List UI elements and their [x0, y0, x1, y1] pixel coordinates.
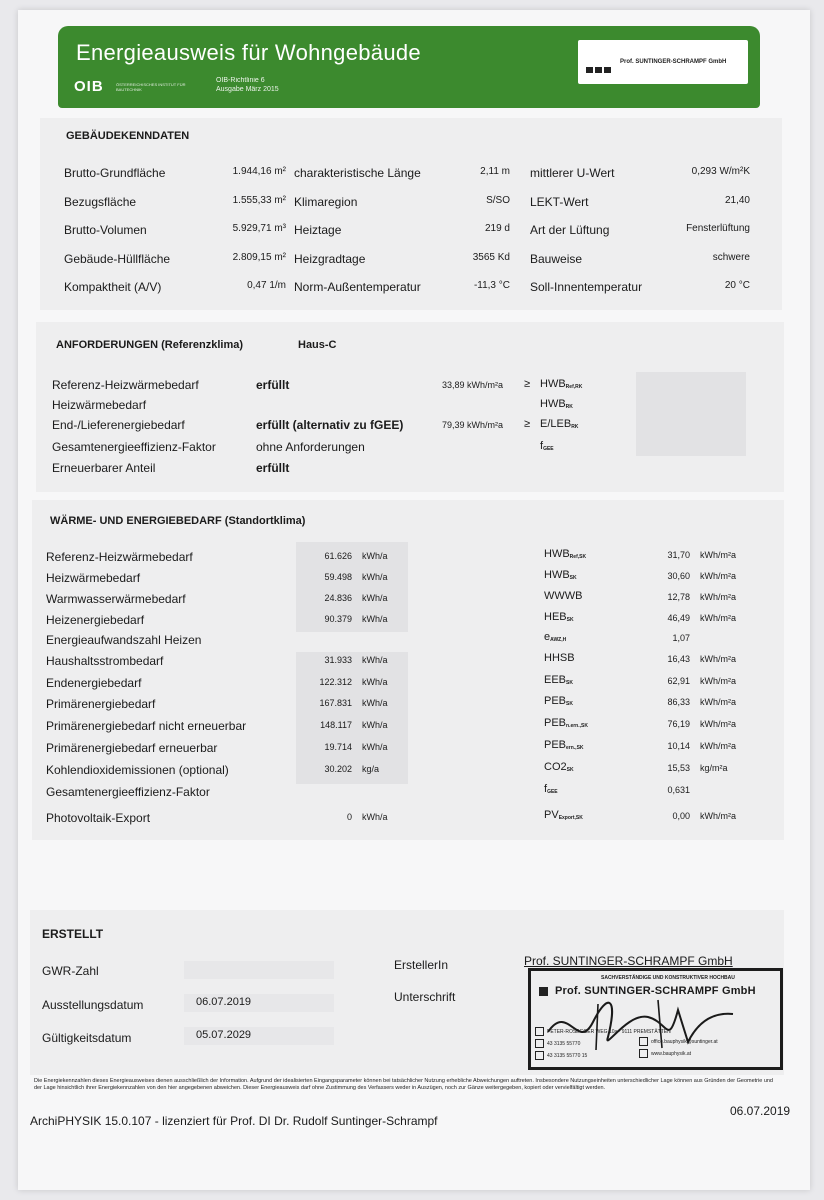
- energy-label: Photovoltaik-Export: [46, 811, 151, 825]
- building-data-label: Brutto-Grundfläche: [64, 166, 166, 180]
- energy-abs-value: 30.202: [324, 764, 352, 774]
- building-data-label: Heizgradtage: [294, 252, 366, 266]
- energy-abs-value: 90.379: [324, 614, 352, 624]
- requirement-symbol: [540, 440, 554, 452]
- building-data-label: Klimaregion: [294, 195, 358, 209]
- energy-symbol-main: HEB: [544, 611, 567, 623]
- energy-symbol-sub: Ref,SK: [569, 554, 587, 560]
- energy-label: Endenergiebedarf: [46, 676, 142, 690]
- building-data-value: 2.809,15 m²: [232, 252, 286, 263]
- energy-symbol-main: PEB: [544, 695, 567, 707]
- requirement-symbol-main: f: [540, 440, 544, 452]
- requirement-compare: ≥: [524, 378, 531, 390]
- energy-abs-unit: kWh/a: [362, 655, 388, 665]
- energy-abs-value: 24.836: [324, 593, 352, 603]
- energy-demand-title: WÄRME- UND ENERGIEBEDARF (Standortklima): [50, 515, 306, 527]
- building-data-value: 0,293 W/m²K: [691, 166, 750, 177]
- creator-label: ErstellerIn: [394, 958, 449, 972]
- energy-value: 30,60: [667, 571, 690, 581]
- energy-abs-value: 167.831: [319, 698, 352, 708]
- energy-label: Referenz-Heizwärmebedarf: [46, 550, 193, 564]
- energy-unit: kWh/m²a: [700, 811, 736, 821]
- building-data-label: Norm-Außentemperatur: [294, 280, 421, 294]
- building-data-label: mittlerer U-Wert: [530, 166, 615, 180]
- energy-symbol: [544, 674, 573, 686]
- energy-value: 1,07: [672, 633, 690, 643]
- energy-symbol: [544, 739, 584, 751]
- energy-symbol: [544, 590, 582, 602]
- building-data-value: 2,11 m: [480, 166, 510, 177]
- energy-symbol-main: CO2: [544, 761, 567, 773]
- valid-date-label: Gültigkeitsdatum: [42, 1031, 132, 1045]
- energy-abs-unit: kWh/a: [362, 698, 388, 708]
- energy-symbol-sub: ern.,SK: [566, 745, 584, 751]
- stamp-web: www.bauphysik.at: [651, 1051, 692, 1057]
- requirement-symbol: [540, 418, 578, 430]
- building-data-label: Bauweise: [530, 252, 583, 266]
- energy-symbol-main: HHSB: [544, 652, 575, 664]
- energy-symbol-main: WWWB: [544, 590, 583, 602]
- energy-symbol-sub: SK: [566, 680, 573, 686]
- requirement-symbol: [540, 398, 573, 410]
- energy-abs-value: 122.312: [319, 677, 352, 687]
- requirement-limit: 79,39 kWh/m²a: [442, 420, 504, 430]
- building-data-label: Soll-Innentemperatur: [530, 280, 643, 294]
- building-data-label: charakteristische Länge: [294, 166, 421, 180]
- energy-abs-unit: kWh/a: [362, 614, 388, 624]
- certificate-title: Energieausweis für Wohngebäude: [76, 40, 421, 65]
- signature-label: Unterschrift: [394, 990, 456, 1004]
- energy-abs-value: 59.498: [324, 572, 352, 582]
- building-data-label: Brutto-Volumen: [64, 223, 147, 237]
- energy-symbol-main: HWB: [544, 548, 570, 560]
- energy-symbol-sub: GEE: [547, 789, 558, 795]
- building-data-value: 3565 Kd: [472, 252, 510, 263]
- energy-value: 12,78: [667, 592, 690, 602]
- requirement-symbol: [540, 378, 582, 390]
- energy-value: 62,91: [667, 676, 690, 686]
- stamp-fax: 43 3135 55770 15: [547, 1053, 588, 1059]
- brand-name: Prof. SUNTINGER-SCHRAMPF GmbH: [620, 59, 727, 65]
- footer-date: 06.07.2019: [730, 1104, 791, 1118]
- requirement-label: Erneuerbarer Anteil: [52, 461, 156, 475]
- energy-abs-value: 0: [346, 812, 352, 822]
- requirement-compare: ≥: [524, 418, 531, 430]
- energy-abs-value: 31.933: [324, 655, 352, 665]
- building-data-value: 21,40: [724, 195, 750, 206]
- energy-unit: kg/m²a: [700, 763, 728, 773]
- brand-logo: [578, 40, 748, 84]
- building-data-value: 1.944,16 m²: [232, 166, 286, 177]
- building-data-label: Heiztage: [294, 223, 342, 237]
- energy-abs-unit: kWh/a: [362, 812, 388, 822]
- energy-symbol-sub: Export,SK: [558, 815, 583, 821]
- energy-symbol: [544, 809, 583, 821]
- building-data-value: 0,47 1/m: [247, 280, 286, 291]
- energy-symbol-main: PEB: [544, 717, 567, 729]
- energy-symbol-main: PV: [544, 809, 559, 821]
- energy-abs-unit: kWh/a: [362, 593, 388, 603]
- energy-abs-unit: kWh/a: [362, 551, 388, 561]
- energy-symbol-sub: AWZ,H: [550, 637, 567, 643]
- energy-label: Primärenergiebedarf nicht erneuerbar: [46, 719, 247, 733]
- energy-label: Primärenergiebedarf erneuerbar: [46, 741, 218, 755]
- building-data-value: -11,3 °C: [473, 280, 510, 291]
- energy-symbol-main: f: [544, 783, 548, 795]
- energy-unit: kWh/m²a: [700, 676, 736, 686]
- issue-date-label: Ausstellungsdatum: [42, 998, 144, 1012]
- energy-symbol-sub: SK: [566, 767, 574, 773]
- energy-symbol: [544, 783, 558, 795]
- energy-label: Primärenergiebedarf: [46, 697, 156, 711]
- guideline-info: [216, 76, 279, 94]
- energy-symbol-sub: SK: [566, 701, 573, 707]
- building-data-value: S/SO: [486, 195, 510, 206]
- energy-unit: kWh/m²a: [700, 741, 736, 751]
- requirement-status: ohne Anforderungen: [256, 440, 365, 454]
- requirement-status: erfüllt (alternativ zu fGEE): [256, 418, 404, 432]
- building-data-value: schwere: [712, 252, 750, 263]
- energy-label: Warmwasserwärmebedarf: [46, 592, 186, 606]
- energy-value: 86,33: [667, 697, 690, 707]
- energy-abs-unit: kWh/a: [362, 720, 388, 730]
- energy-abs-unit: kWh/a: [362, 742, 388, 752]
- energy-value: 0,00: [672, 811, 690, 821]
- requirement-limit: 33,89 kWh/m²a: [442, 380, 504, 390]
- building-data-title: GEBÄUDEKENNDATEN: [66, 130, 190, 142]
- gwr-field: [184, 961, 334, 979]
- building-data-value: 5.929,71 m³: [232, 223, 286, 234]
- brand-bars-icon: [586, 60, 613, 78]
- energy-abs-value: 148.117: [320, 720, 352, 730]
- requirement-label: Gesamtenergieeffizienz-Faktor: [52, 440, 216, 454]
- building-data-label: Kompaktheit (A/V): [64, 280, 162, 294]
- energy-abs-unit: kWh/a: [362, 677, 388, 687]
- energy-abs-unit: kWh/a: [362, 572, 388, 582]
- software-license: ArchiPHYSIK 15.0.107 - lizenziert für Prof. DI Dr. Rudolf Suntinger-Schrampf: [30, 1114, 438, 1128]
- energy-symbol: [544, 761, 574, 773]
- requirements-title: ANFORDERUNGEN (Referenzklima): [56, 339, 244, 351]
- requirement-symbol-main: E/LEB: [540, 418, 572, 430]
- stamp-phone: 43 3135 55770: [547, 1041, 581, 1047]
- building-data-label: Gebäude-Hüllfläche: [64, 252, 171, 266]
- energy-abs-unit: kg/a: [362, 764, 380, 774]
- stamp-mail: office.bauphysik@suntinger.at: [651, 1039, 718, 1045]
- energy-label: Gesamtenergieeffizienz-Faktor: [46, 785, 210, 799]
- building-data-value: 20 °C: [724, 280, 750, 291]
- energy-unit: kWh/m²a: [700, 654, 736, 664]
- energy-symbol-sub: SK: [566, 617, 574, 623]
- energy-symbol: [544, 548, 586, 560]
- building-data-label: Art der Lüftung: [530, 223, 610, 237]
- energy-symbol-main: EEB: [544, 674, 567, 686]
- building-data-label: Bezugsfläche: [64, 195, 137, 209]
- energy-value: 15,53: [667, 763, 690, 773]
- stamp-address: PETER-ROSEGGER WEG 10a · 9111 PREMSTÄTTEN: [547, 1029, 671, 1035]
- creator-value: Prof. SUNTINGER-SCHRAMPF GmbH: [524, 954, 733, 968]
- energy-symbol-main: HWB: [544, 569, 570, 581]
- requirement-symbol-sub: RK: [571, 424, 579, 430]
- energy-symbol: [544, 569, 577, 581]
- stamp-line1: SACHVERSTÄNDIGE UND KONSTRUKTIVER HOCHBAU: [601, 975, 735, 981]
- issue-date-value: 06.07.2019: [196, 996, 252, 1008]
- energy-value: 76,19: [667, 719, 690, 729]
- energy-abs-value: 61.626: [324, 551, 352, 561]
- energy-unit: kWh/m²a: [700, 613, 736, 623]
- requirement-status: erfüllt: [256, 378, 290, 392]
- energy-symbol-sub: n.ern.,SK: [566, 723, 588, 729]
- issuer-title: ERSTELLT: [42, 927, 104, 941]
- building-data-value: 1.555,33 m²: [232, 195, 286, 206]
- oib-logo-subtitle: ÖSTERREICHISCHES INSTITUT FÜR BAUTECHNIK: [116, 82, 186, 92]
- energy-unit: kWh/m²a: [700, 719, 736, 729]
- requirement-symbol-main: HWB: [540, 378, 566, 390]
- energy-label: Energieaufwandszahl Heizen: [46, 633, 202, 647]
- energy-symbol: [544, 631, 566, 643]
- requirement-status: erfüllt: [256, 461, 290, 475]
- gwr-label: GWR-Zahl: [42, 964, 99, 978]
- requirement-symbol-sub: RK: [565, 404, 573, 410]
- stamp-company: Prof. SUNTINGER-SCHRAMPF GmbH: [555, 985, 756, 997]
- requirement-label: Referenz-Heizwärmebedarf: [52, 378, 199, 392]
- energy-label: Heizwärmebedarf: [46, 571, 141, 585]
- energy-symbol-main: e: [544, 631, 551, 643]
- building-data-value: 219 d: [484, 223, 510, 234]
- building-data-value: Fensterlüftung: [686, 223, 750, 234]
- energy-unit: kWh/m²a: [700, 571, 736, 581]
- house-label: Haus-C: [298, 339, 337, 351]
- guideline-line2: Ausgabe März 2015: [216, 86, 279, 93]
- energy-symbol-main: PEB: [544, 739, 567, 751]
- handwritten-signature: [538, 992, 738, 1056]
- energy-symbol: [544, 695, 573, 707]
- energy-label: Kohlendioxidemissionen (optional): [46, 763, 229, 777]
- energy-unit: kWh/m²a: [700, 592, 736, 602]
- requirement-symbol-main: HWB: [540, 398, 566, 410]
- oib-logo: OIB: [74, 78, 104, 95]
- energy-symbol: [544, 611, 574, 623]
- energy-abs-value: 19.714: [324, 742, 352, 752]
- energy-symbol: [544, 717, 588, 729]
- valid-date-value: 05.07.2029: [196, 1029, 252, 1041]
- requirement-label: Heizwärmebedarf: [52, 398, 147, 412]
- energy-unit: kWh/m²a: [700, 697, 736, 707]
- requirement-symbol-sub: GEE: [543, 446, 554, 452]
- certificate-header: [58, 26, 760, 108]
- requirement-symbol-sub: Ref,RK: [565, 384, 583, 390]
- energy-value: 10,14: [667, 741, 690, 751]
- requirement-shade-1: [636, 372, 746, 456]
- energy-label: Heizenergiebedarf: [46, 613, 145, 627]
- energy-unit: kWh/m²a: [700, 550, 736, 560]
- energy-label: Haushaltsstrombedarf: [46, 654, 164, 668]
- guideline-line1: OIB-Richtlinie 6: [216, 77, 265, 84]
- energy-value: 31,70: [667, 550, 690, 560]
- building-data-label: LEKT-Wert: [530, 195, 589, 209]
- requirement-label: End-/Lieferenergiebedarf: [52, 418, 185, 432]
- energy-value: 0,631: [667, 785, 690, 795]
- disclaimer-text: Die Energiekennzahlen dieses Energieausweises dienen ausschließlich der Information. Aufgrund der idealisierten Eingangsparameter können bei tatsächlicher Nutzung erhebliche Abweichungen auftreten. Insbesondere Nutzungseinheiten unterschiedlicher Lage können aus Gründen der Geometrie und der Lage hinsichtlich ihrer Energiekennzahlen von den hier angegebenen abweichen. Dieser Energieausweis darf ohne Zustimmung des Verfassers weder in Auszügen, noch zur Gänze weitergegeben, kopiert oder vervielfältigt werden.: [34, 1078, 773, 1091]
- energy-value: 16,43: [667, 654, 690, 664]
- energy-symbol: [544, 652, 575, 664]
- energy-value: 46,49: [667, 613, 690, 623]
- energy-symbol-sub: SK: [569, 575, 577, 581]
